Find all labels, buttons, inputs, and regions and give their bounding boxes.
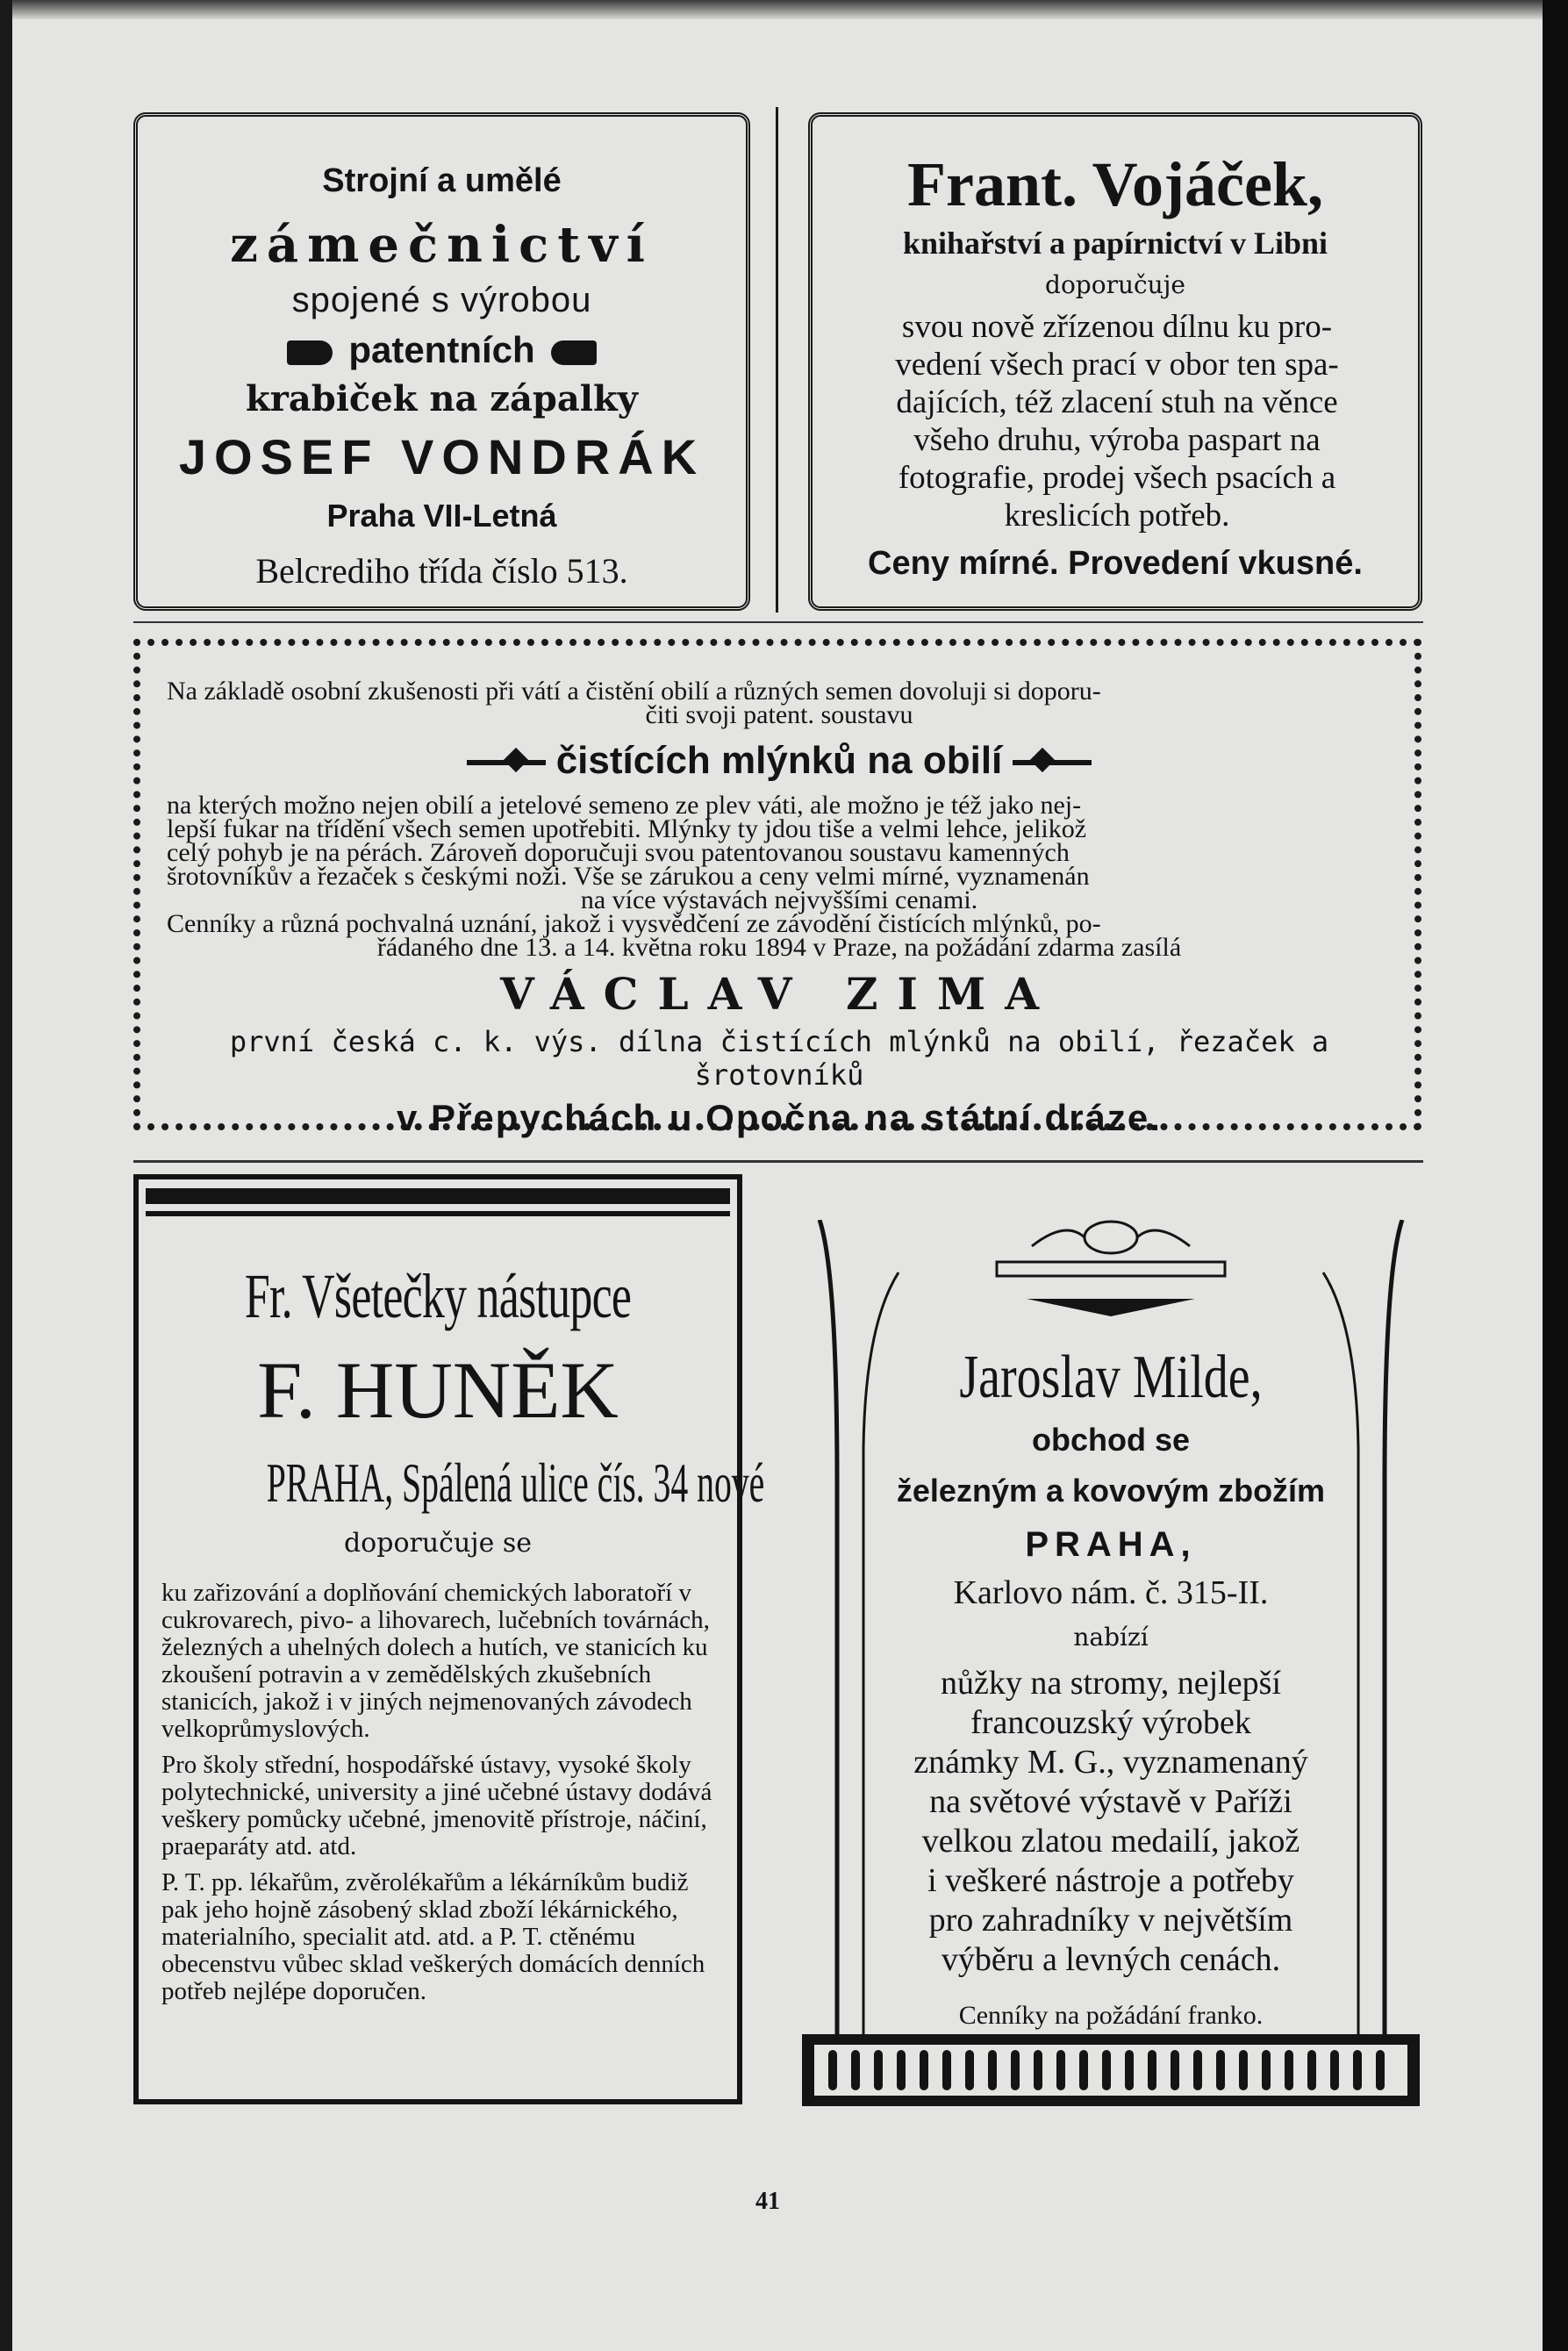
ad2-body-line: všeho druhu, výroba paspart na — [913, 422, 1321, 458]
ad3-location: v Přepychách u Opočna na státní dráze. — [397, 1097, 1162, 1138]
ad5-city: PRAHA, — [1025, 1525, 1197, 1564]
pointing-hand-icon — [551, 340, 597, 365]
ad4-para1: ku zařizování a doplňování chemických laboratoří v cukrovarech, pivo- a lihovarech, lučebních továrnách, železných a uhelných dolech a hutích, ve stanicích ku zkoušení potravin a v zemědělských zkušebních stanicích, jakož i v jiných nejmenovaných závodech velkoprůmyslových. — [161, 1579, 710, 1743]
ad2-body — [834, 308, 1400, 534]
ad-zima — [133, 639, 1421, 1138]
ad-hunek — [133, 1174, 765, 2104]
ad4-line2: F. HUNĚK — [257, 1345, 619, 1435]
ad4-para2: Pro školy střední, hospodářské ústavy, vysoké školy polytechnické, university a jiné učebné ústavy dodává veškery pomůcky učebné, jmenovitě přístroje, náčiní, praeparáty atd. atd. — [161, 1751, 712, 1860]
ad3-heading — [167, 739, 1392, 783]
page-number: 41 — [755, 2188, 780, 2215]
ad1-line3: spojené s výrobou — [291, 281, 592, 319]
scan-edge-top — [0, 0, 1568, 19]
column-divider — [776, 107, 778, 613]
ad5-body-line: nůžky na stromy, nejlepší — [940, 1665, 1281, 1702]
ad5-line2: obchod se — [1031, 1422, 1191, 1458]
ad3-body-line: šrotovníkův a řezaček s českými noži. Vše se zárukou a ceny velmi mírné, vyznamenán — [167, 862, 1090, 891]
ad2-body-line: dajících, též zlacení stuh na věnce — [896, 384, 1338, 420]
ad2-name: Frant. Vojáček, — [907, 149, 1323, 219]
ad3-intro — [167, 679, 1392, 727]
scan-edge-left — [0, 0, 12, 2351]
ad4-top-bar-thin — [146, 1211, 730, 1216]
ad5-body-line: pro zahradníky v největším — [928, 1902, 1293, 1939]
ad5-body-line: i veškeré nástroje a potřeby — [927, 1862, 1294, 1899]
ad-vondrak — [133, 112, 750, 611]
ad3-cenniky-line2: řádaného dne 13. a 14. května roku 1894 v Praze, na požádání zdarma zasílá — [376, 933, 1182, 962]
pointing-hand-icon — [287, 340, 333, 365]
scan-edge-right — [1543, 0, 1568, 2351]
ad3-body-center: na více výstavách nejvyššími cenami. — [580, 885, 978, 914]
ad1-line8: Belcrediho třída číslo 513. — [255, 551, 628, 591]
ad3-name: VÁCLAV ZIMA — [499, 968, 1059, 1020]
ad3-intro-line1: Na základě osobní zkušenosti při vátí a čistění obilí a různých semen dovoluji si doporu- — [167, 677, 1101, 706]
ad3-body-line: celý pohyb je na pérách. Zároveň doporučuji svou patentovanou soustavu kamenných — [167, 838, 1070, 867]
ad2-recommend: doporučuje — [1045, 270, 1185, 299]
ad3-body-line: na kterých možno nejen obilí a jetelové semeno ze plev váti, ale možno je též jako nej- — [167, 791, 1082, 820]
ad3-line-first: první česká c. k. výs. dílna čistících mlýnků na obilí, řezaček a šrotovníků — [229, 1025, 1329, 1092]
ad-vojacek — [808, 112, 1422, 611]
ad3-intro-line2: čiti svoji patent. soustavu — [645, 700, 913, 729]
ornament-left-icon — [467, 760, 546, 765]
ad3-cenniky-line1: Cenníky a různá pochvalná uznání, jakož i vysvědčení ze závodění čistících mlýnků, po- — [167, 909, 1101, 938]
ad-milde — [797, 1167, 1425, 2124]
ad1-line6: JOSEF VONDRÁK — [178, 429, 705, 484]
ad2-body-line: svou nově zřízenou dílnu ku pro- — [901, 309, 1333, 345]
ad5-footer: Cenníky na požádání franko. — [958, 2001, 1264, 2030]
ad5-body-line: známky M. G., vyznamenaný — [913, 1744, 1308, 1781]
ad5-line3: železným a kovovým zbožím — [896, 1473, 1326, 1509]
ad1-line2: zámečnictví — [230, 216, 654, 274]
ad5-body — [858, 1664, 1364, 1980]
ad3-body — [167, 791, 1392, 962]
ad4-para3: P. T. pp. lékařům, zvěrolékařům a lékárníkům budiž pak jeho hojně zásobený sklad zboží lékárnického, materialního, specialit atd. atd. a P. T. ctěnému obecenstvu vůbec sklad veškerých domácích denních potřeb nejlépe doporučen. — [161, 1868, 705, 2005]
ad5-body-line: výběru a levných cenách. — [941, 1941, 1281, 1978]
ad1-line1: Strojní a umělé — [322, 162, 562, 199]
ad2-body-line: fotografie, prodej všech psacích a — [898, 460, 1336, 496]
ad1-line4 — [138, 329, 746, 371]
horizontal-rule — [133, 1160, 1423, 1163]
ad2-body-line: kreslicích potřeb. — [1004, 498, 1230, 534]
ad1-line7: Praha VII-Letná — [326, 498, 557, 534]
ad4-line3: PRAHA, Spálená ulice čís. 34 nové — [266, 1451, 765, 1514]
ornament-right-icon — [1013, 760, 1092, 765]
ad2-body-line: vedení všech prací v obor ten spa- — [895, 347, 1339, 383]
ad5-content — [858, 1343, 1364, 2031]
ad2-footer: Ceny mírné. Provedení vkusné. — [868, 545, 1363, 582]
ad5-name: Jaroslav Milde, — [959, 1344, 1263, 1411]
ad4-line1: Fr. Všetečky nástupce — [244, 1261, 632, 1331]
ad5-body-line: francouzský výrobek — [970, 1704, 1251, 1741]
ad2-trade: knihařství a papírnictví v Libni — [902, 226, 1328, 261]
ad3-heading-text: čistících mlýnků na obilí — [555, 739, 1003, 782]
ad4-body — [161, 1580, 714, 2005]
ad4-recommend: doporučuje se — [343, 1528, 533, 1559]
ad4-top-bar — [146, 1188, 730, 1204]
ad5-address: Karlovo nám. č. 315-II. — [953, 1574, 1269, 1611]
ad5-offers: nabízí — [1073, 1623, 1149, 1652]
horizontal-rule — [133, 621, 1423, 623]
ad3-body-line: lepší fukar na třídění všech semen upotřebiti. Mlýnky ty jdou tiše a velmi lehce, jelikož — [167, 814, 1087, 843]
ad5-body-line: na světové výstavě v Paříži — [929, 1783, 1292, 1820]
ad1-line5: krabiček na zápalky — [246, 378, 638, 419]
ad1-line4-text: patentních — [348, 329, 535, 370]
ad5-body-line: velkou zlatou medailí, jakož — [921, 1823, 1300, 1860]
